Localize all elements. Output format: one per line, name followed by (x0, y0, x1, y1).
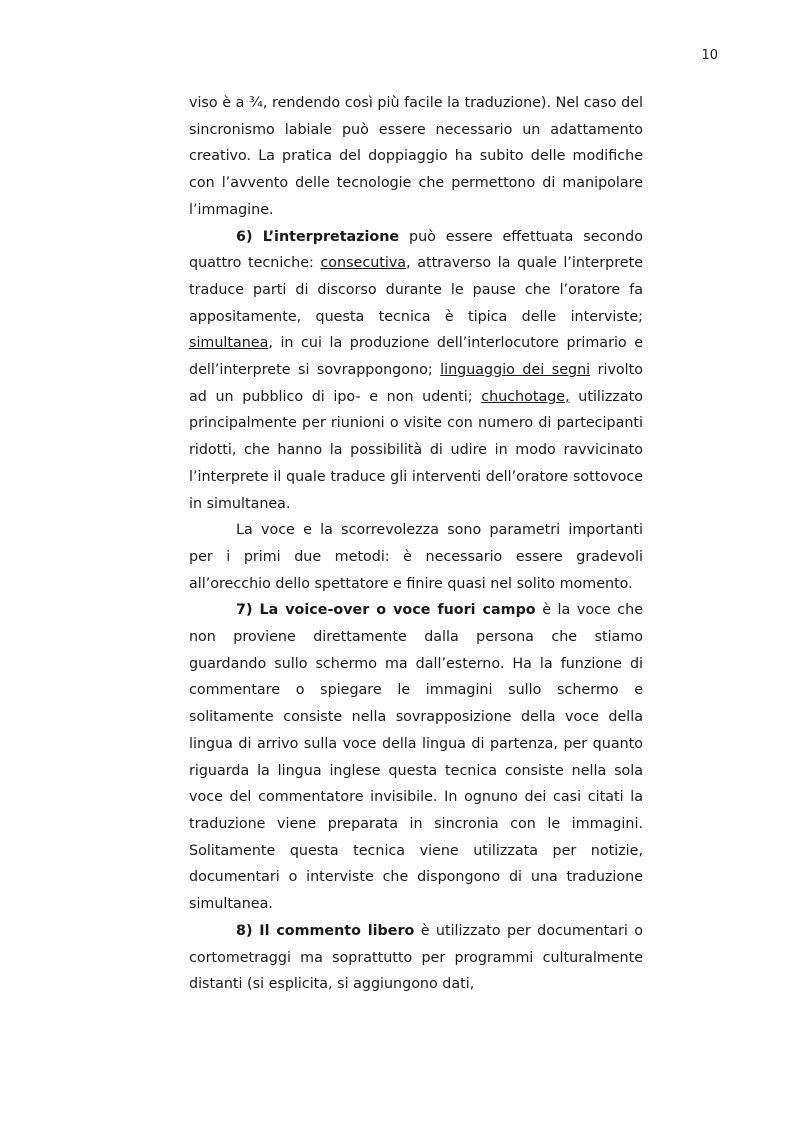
term-linguaggio-dei-segni: linguaggio dei segni (440, 362, 591, 379)
paragraph-dubbing-end: viso è a ¾, rendendo così più facile la traduzione). Nel caso del sincronismo labiale può essere necessario un adattamento creativo. La pratica del doppiaggio ha subito delle modifiche con l’avvento delle tecnologie che permettono di manipolare l’immagine. (189, 95, 643, 218)
heading-commento-libero: 8) Il commento libero (236, 922, 415, 939)
interpretation-text-2: , attraverso la quale l’interprete traduce parti di discorso durante le pause che l’oratore fa appositamente, questa tecnica è tipica delle interviste; (189, 255, 643, 325)
term-simultanea: simultanea (189, 335, 269, 352)
document-body (189, 90, 643, 998)
voice-over-text: è la voce che non proviene direttamente dalla persona che stiamo guardando sullo schermo ma dall’esterno. Ha la funzione di commentare o spiegare le immagini sullo schermo e solitamente consiste nella sovrapposizione della voce della lingua di arrivo sulla voce della lingua di partenza, per quanto riguarda la lingua inglese questa tecnica consiste nella sola voce del commentatore invisibile. In ognuno dei casi citati la traduzione viene preparata in sincronia con le immagini. Solitamente questa tecnica viene utilizzata per notizie, documentari o interviste che dispongono di una traduzione simultanea. (189, 602, 643, 913)
paragraph-voice-parameters: La voce e la scorrevolezza sono parametri importanti per i primi due metodi: è necessario essere gradevoli all’orecchio dello spettatore e finire quasi nel solito momento. (189, 522, 643, 592)
commento-libero-text: è utilizzato per documentari o cortometraggi ma soprattutto per programmi culturalmente distanti (si esplicita, si aggiungono dati, (189, 922, 643, 993)
heading-interpretation: 6) L’interpretazione (236, 228, 400, 245)
interpretation-text-4: rivolto ad un pubblico di ipo- e non udenti; (189, 362, 644, 405)
term-chuchotage: chuchotage, (481, 388, 570, 405)
paragraph-voice-over (189, 597, 643, 917)
term-consecutiva: consecutiva (320, 255, 407, 272)
interpretation-text-5: utilizzato principalmente per riunioni o visite con numero di partecipanti ridotti, che hanno la possibilità di udire in modo ravvicinato l’interprete il quale traduce gli interventi dell’oratore sottovoce in simultanea. (189, 388, 643, 512)
interpretation-text-3: , in cui la produzione dell’interlocutore primario e dell’interprete si sovrappongono; (189, 335, 643, 379)
paragraph-commento-libero (189, 918, 643, 998)
heading-voice-over: 7) La voice-over o voce fuori campo (236, 602, 536, 619)
paragraph-interpretation (189, 224, 643, 518)
interpretation-text-1: può essere effettuata secondo quattro tecniche: (189, 228, 643, 272)
page-number: 10 (701, 48, 718, 63)
